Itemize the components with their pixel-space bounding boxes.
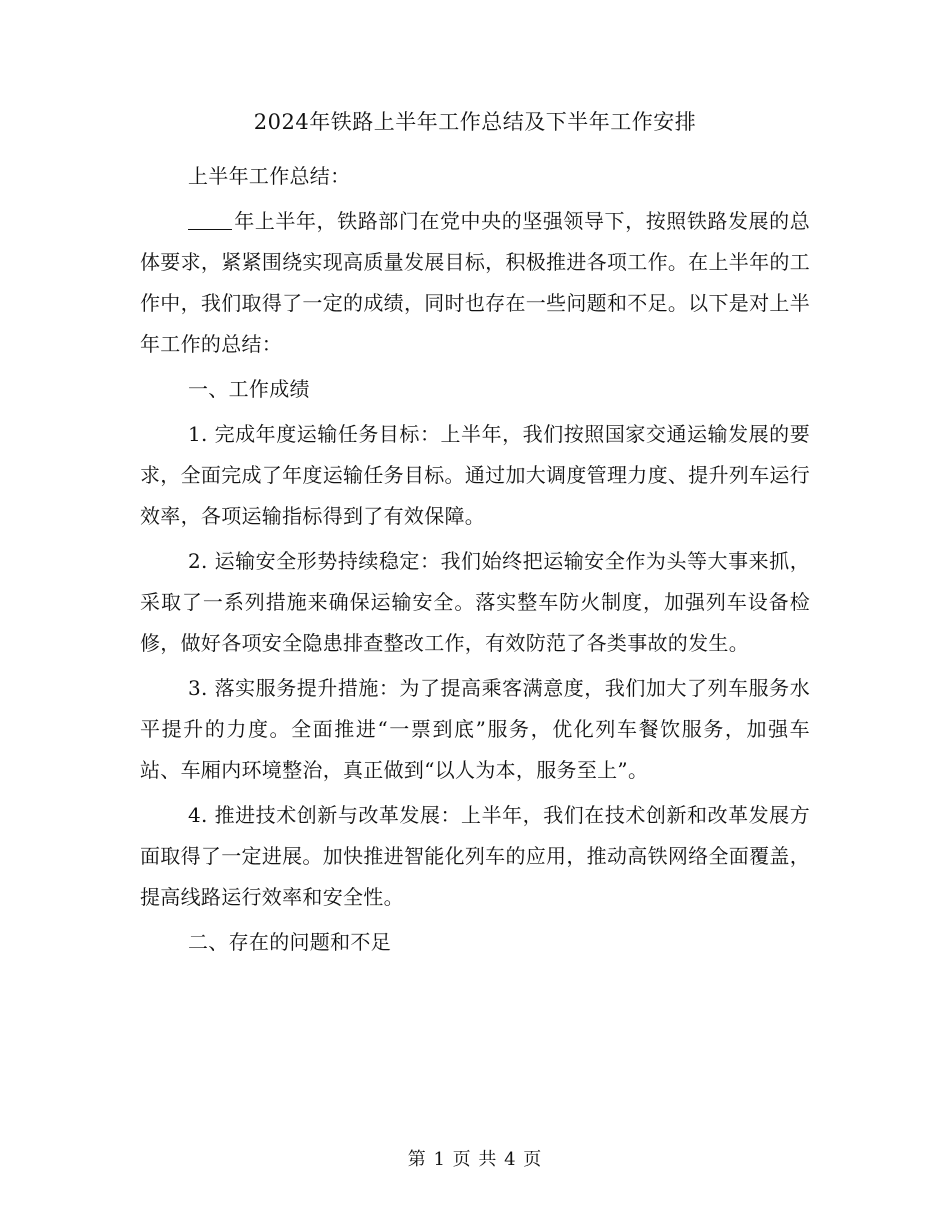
achievement-item-3: 3. 落实服务提升措施：为了提高乘客满意度，我们加大了列车服务水平提升的力度。全面推进“一票到底”服务，优化列车餐饮服务，加强车站、车厢内环境整治，真正做到“以人为本，服务至上”。 (140, 676, 810, 782)
achievement-item-4: 4. 推进技术创新与改革发展：上半年，我们在技术创新和改革发展方面取得了一定进展。加快推进智能化列车的应用，推动高铁网络全面覆盖，提高线路运行效率和安全性。 (140, 803, 810, 909)
section-heading-problems: 二、存在的问题和不足 (188, 930, 391, 954)
section-heading-achievements: 一、工作成绩 (188, 377, 310, 401)
page-number-footer: 第 1 页 共 4 页 (407, 1149, 543, 1170)
document-title: 2024年铁路上半年工作总结及下半年工作安排 (253, 110, 697, 134)
achievement-item-1: 1. 完成年度运输任务目标：上半年，我们按照国家交通运输发展的要求，全面完成了年度运输任务目标。通过加大调度管理力度、提升列车运行效率，各项运输指标得到了有效保障。 (140, 422, 810, 528)
document-body (140, 98, 810, 967)
intro-paragraph (140, 201, 810, 365)
year-blank (188, 211, 232, 230)
section-heading-first-half-summary: 上半年工作总结： (188, 164, 351, 188)
achievement-item-2: 2. 运输安全形势持续稳定：我们始终把运输安全作为头等大事来抓，采取了一系列措施来确保运输安全。落实整车防火制度，加强列车设备检修，做好各项安全隐患排查整改工作，有效防范了各类事故的发生。 (140, 549, 810, 655)
intro-paragraph-text: 年上半年，铁路部门在党中央的坚强领导下，按照铁路发展的总体要求，紧紧围绕实现高质量发展目标，积极推进各项工作。在上半年的工作中，我们取得了一定的成绩，同时也存在一些问题和不足。以下是对上半年工作的总结： (140, 209, 810, 356)
